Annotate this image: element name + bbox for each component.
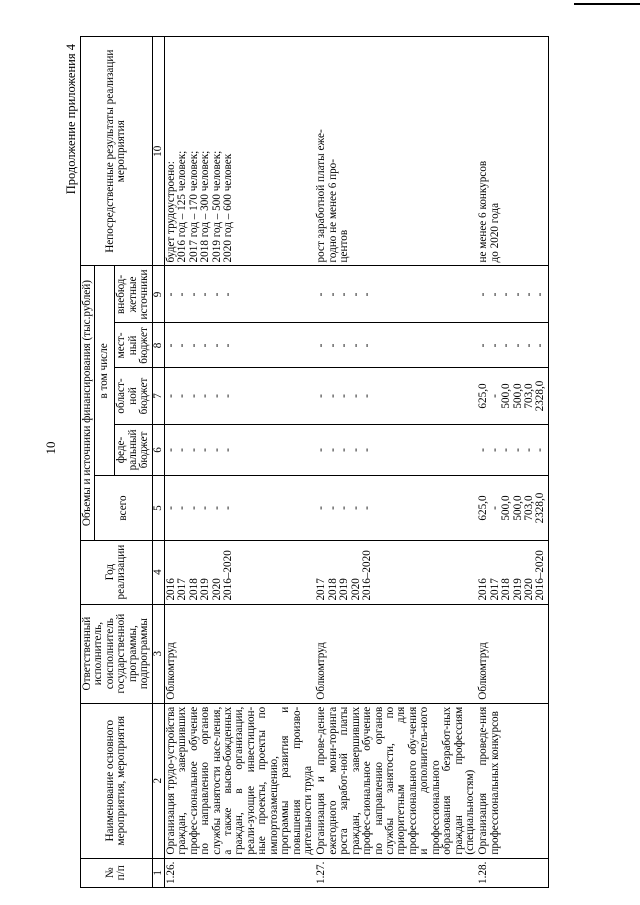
header-total: всего bbox=[95, 476, 152, 540]
funding-regional bbox=[164, 368, 315, 424]
funding-offbudget-line: - bbox=[523, 292, 536, 297]
funding-local-line: - bbox=[199, 343, 212, 348]
funding-local-line: - bbox=[326, 343, 339, 348]
funding-offbudget-line: - bbox=[500, 292, 513, 297]
funding-federal-line: - bbox=[523, 448, 536, 452]
funding-local-line: - bbox=[523, 343, 536, 348]
activity-result bbox=[477, 37, 548, 266]
program-activities-table bbox=[80, 36, 549, 888]
funding-total-line: - bbox=[164, 506, 177, 510]
funding-federal-line: - bbox=[511, 448, 524, 452]
funding-regional-line: - bbox=[361, 394, 374, 398]
header-no: № п/п bbox=[81, 858, 153, 887]
funding-federal-line: - bbox=[199, 448, 212, 452]
activity-result-line: до 2020 года bbox=[488, 202, 501, 263]
header-local: мест-ный бюджет bbox=[115, 323, 152, 368]
funding-local-line: - bbox=[500, 343, 513, 348]
funding-federal-line: - bbox=[187, 448, 200, 452]
funding-local-line: - bbox=[222, 343, 235, 348]
activity-result-line: 2018 год – 300 человек; bbox=[199, 150, 212, 263]
activity-name: Организация и прове-дение ежегодного мони-торинга роста заработ-ной платы граждан, завершивших профес-сиональное обучение по направлению органов службы занятости, по приоритетным для профессионального обу-чения и дополнитель-ного профессионального образования безработ-ных граждан профессиям (специальностям) bbox=[315, 703, 477, 858]
funding-offbudget-line: - bbox=[477, 292, 490, 297]
funding-local-line: - bbox=[210, 343, 223, 348]
implementation-year-line: 2020 bbox=[523, 578, 536, 601]
funding-local-line: - bbox=[176, 343, 189, 348]
funding-regional-line: 2328,0 bbox=[534, 380, 547, 412]
activity-result bbox=[164, 37, 315, 266]
funding-offbudget-line: - bbox=[176, 292, 189, 297]
funding-total-line: - bbox=[349, 506, 362, 510]
header-responsible: Ответственный исполнитель, соисполнитель государственной программы, подпрограммы bbox=[81, 604, 153, 703]
activity-result-line: не менее 6 конкурсов bbox=[477, 160, 490, 263]
funding-regional-line: 625,0 bbox=[477, 383, 490, 409]
header-results: Непосредственные результаты реализации мероприятия bbox=[81, 37, 153, 266]
column-number: 9 bbox=[152, 266, 164, 323]
funding-local-line: - bbox=[477, 343, 490, 348]
activity-result-line: годно не менее 6 про- bbox=[326, 159, 339, 263]
funding-local-line: - bbox=[534, 343, 547, 348]
funding-federal-line: - bbox=[349, 448, 362, 452]
funding-total-line: - bbox=[488, 506, 501, 510]
activity-name: Организация проведе-ния профессиональных конкурсов bbox=[477, 703, 548, 858]
implementation-year-line: 2016–2020 bbox=[534, 550, 547, 601]
funding-federal-line: - bbox=[164, 448, 177, 452]
column-number: 8 bbox=[152, 323, 164, 368]
implementation-year-line: 2016–2020 bbox=[222, 550, 235, 601]
implementation-year-line: 2017 bbox=[176, 578, 189, 601]
implementation-year-line: 2020 bbox=[210, 578, 223, 601]
funding-regional-line: 500,0 bbox=[511, 383, 524, 409]
funding-offbudget-line: - bbox=[164, 292, 177, 297]
header-offbudget: внебюд-жетные источники bbox=[115, 266, 152, 323]
funding-total-line: - bbox=[338, 506, 351, 510]
activity-result-line: рост заработной платы еже- bbox=[315, 129, 328, 263]
funding-offbudget-line: - bbox=[315, 292, 328, 297]
funding-regional-line: - bbox=[210, 394, 223, 398]
responsible-executor: Облкомтруд bbox=[315, 604, 477, 703]
column-numbers-row bbox=[152, 37, 164, 888]
funding-offbudget-line: - bbox=[210, 292, 223, 297]
column-number: 4 bbox=[152, 540, 164, 604]
implementation-year bbox=[315, 540, 477, 604]
implementation-year-line: 2020 bbox=[349, 578, 362, 601]
header-federal: феде-ральный бюджет bbox=[115, 424, 152, 476]
funding-regional-line: 500,0 bbox=[500, 383, 513, 409]
implementation-year-line: 2018 bbox=[500, 578, 513, 601]
funding-federal-line: - bbox=[222, 448, 235, 452]
funding-offbudget-line: - bbox=[222, 292, 235, 297]
funding-offbudget-line: - bbox=[534, 292, 547, 297]
column-number: 10 bbox=[152, 37, 164, 266]
funding-local-line: - bbox=[187, 343, 200, 348]
row-number: 1.27. bbox=[315, 858, 477, 887]
funding-regional-line: - bbox=[222, 394, 235, 398]
activity-result-line: 2017 год – 170 человек; bbox=[187, 150, 200, 263]
funding-local-line: - bbox=[511, 343, 524, 348]
funding-federal-line: - bbox=[361, 448, 374, 452]
implementation-year-line: 2017 bbox=[488, 578, 501, 601]
table-row bbox=[477, 37, 548, 888]
funding-local-line: - bbox=[338, 343, 351, 348]
funding-local-line: - bbox=[164, 343, 177, 348]
funding-regional-line: - bbox=[349, 394, 362, 398]
funding-federal-line: - bbox=[338, 448, 351, 452]
funding-total-line: - bbox=[210, 506, 223, 510]
funding-offbudget-line: - bbox=[361, 292, 374, 297]
funding-federal-line: - bbox=[477, 448, 490, 452]
funding-total-line: 703,0 bbox=[523, 495, 536, 521]
column-number: 1 bbox=[152, 858, 164, 887]
implementation-year-line: 2019 bbox=[199, 578, 212, 601]
funding-total-line: - bbox=[222, 506, 235, 510]
funding-local bbox=[477, 323, 548, 368]
funding-total-line: - bbox=[315, 506, 328, 510]
funding-local bbox=[315, 323, 477, 368]
funding-regional bbox=[315, 368, 477, 424]
table-row bbox=[315, 37, 477, 888]
funding-federal-line: - bbox=[315, 448, 328, 452]
funding-offbudget-line: - bbox=[187, 292, 200, 297]
activity-result-line: 2016 год – 125 человек; bbox=[176, 150, 189, 263]
activity-name: Организация трудо-устройства граждан, завершивших профес-сиональное обучение по направлению органов службы занятости насе-ления, а также высво-божденных граждан, в организации, реали-зующие инвестицион-ные проекты, проекты по импортозамещению, программы развития и повышения произво-дительности труда bbox=[164, 703, 315, 858]
funding-regional-line: - bbox=[315, 394, 328, 398]
row-number: 1.28. bbox=[477, 858, 548, 887]
funding-total-line: - bbox=[187, 506, 200, 510]
funding-total-line: 2328,0 bbox=[534, 492, 547, 524]
column-number: 2 bbox=[152, 703, 164, 858]
funding-offbudget-line: - bbox=[511, 292, 524, 297]
funding-federal bbox=[315, 424, 477, 476]
funding-local-line: - bbox=[361, 343, 374, 348]
funding-regional-line: - bbox=[326, 394, 339, 398]
responsible-executor: Облкомтруд bbox=[164, 604, 315, 703]
funding-regional-line: - bbox=[338, 394, 351, 398]
table-body bbox=[164, 37, 548, 888]
column-number: 5 bbox=[152, 476, 164, 540]
column-number: 7 bbox=[152, 368, 164, 424]
funding-regional bbox=[477, 368, 548, 424]
table-row bbox=[164, 37, 315, 888]
column-number: 3 bbox=[152, 604, 164, 703]
funding-total-line: - bbox=[176, 506, 189, 510]
funding-total-line: 500,0 bbox=[500, 495, 513, 521]
corner-mark bbox=[574, 3, 640, 5]
implementation-year-line: 2019 bbox=[338, 578, 351, 601]
funding-local-line: - bbox=[315, 343, 328, 348]
implementation-year-line: 2016–2020 bbox=[361, 550, 374, 601]
funding-total-line: 625,0 bbox=[477, 495, 490, 521]
implementation-year bbox=[164, 540, 315, 604]
funding-total-line: - bbox=[361, 506, 374, 510]
funding-local bbox=[164, 323, 315, 368]
implementation-year bbox=[477, 540, 548, 604]
funding-federal-line: - bbox=[534, 448, 547, 452]
implementation-year-line: 2019 bbox=[511, 578, 524, 601]
funding-offbudget-line: - bbox=[326, 292, 339, 297]
funding-offbudget-line: - bbox=[338, 292, 351, 297]
implementation-year-line: 2018 bbox=[187, 578, 200, 601]
implementation-year-line: 2018 bbox=[326, 578, 339, 601]
header-in-that-number: в том числе bbox=[95, 266, 115, 476]
funding-federal-line: - bbox=[176, 448, 189, 452]
appendix-note: Продолжение приложения 4 bbox=[64, 44, 78, 195]
responsible-executor: Облкомтруд bbox=[477, 604, 548, 703]
activity-result bbox=[315, 37, 477, 266]
funding-total-line: - bbox=[326, 506, 339, 510]
funding-total-line: 500,0 bbox=[511, 495, 524, 521]
funding-regional-line: - bbox=[176, 394, 189, 398]
funding-offbudget-line: - bbox=[349, 292, 362, 297]
header-name: Наименование основного мероприятия, мероприятия bbox=[81, 703, 153, 858]
rotated-page bbox=[62, 36, 632, 888]
implementation-year-line: 2016 bbox=[164, 578, 177, 601]
funding-regional-line: - bbox=[488, 394, 501, 398]
implementation-year-line: 2016 bbox=[477, 578, 490, 601]
funding-regional-line: - bbox=[164, 394, 177, 398]
funding-total-line: - bbox=[199, 506, 212, 510]
funding-offbudget bbox=[477, 266, 548, 323]
activity-result-line: 2020 год – 600 человек bbox=[222, 153, 235, 263]
funding-federal-line: - bbox=[326, 448, 339, 452]
activity-result-line: 2019 год – 500 человек; bbox=[210, 150, 223, 263]
activity-result-line: будет трудоустроено: bbox=[164, 161, 177, 263]
funding-offbudget bbox=[315, 266, 477, 323]
implementation-year-line: 2017 bbox=[315, 578, 328, 601]
funding-offbudget bbox=[164, 266, 315, 323]
activity-result-line: центов bbox=[338, 229, 351, 263]
funding-offbudget-line: - bbox=[488, 292, 501, 297]
row-number: 1.26. bbox=[164, 858, 315, 887]
column-number: 6 bbox=[152, 424, 164, 476]
header-funding: Объемы и источники финансирования (тыс.рублей) bbox=[81, 266, 95, 540]
funding-regional-line: 703,0 bbox=[523, 383, 536, 409]
funding-local-line: - bbox=[488, 343, 501, 348]
funding-federal-line: - bbox=[210, 448, 223, 452]
funding-offbudget-line: - bbox=[199, 292, 212, 297]
funding-regional-line: - bbox=[199, 394, 212, 398]
page-number: 10 bbox=[43, 441, 58, 455]
funding-local-line: - bbox=[349, 343, 362, 348]
header-year: Год реализации bbox=[81, 540, 153, 604]
funding-total bbox=[315, 476, 477, 540]
funding-total bbox=[477, 476, 548, 540]
funding-federal-line: - bbox=[500, 448, 513, 452]
funding-federal bbox=[164, 424, 315, 476]
funding-total bbox=[164, 476, 315, 540]
funding-regional-line: - bbox=[187, 394, 200, 398]
funding-federal-line: - bbox=[488, 448, 501, 452]
header-regional: област-ной бюджет bbox=[115, 368, 152, 424]
funding-federal bbox=[477, 424, 548, 476]
